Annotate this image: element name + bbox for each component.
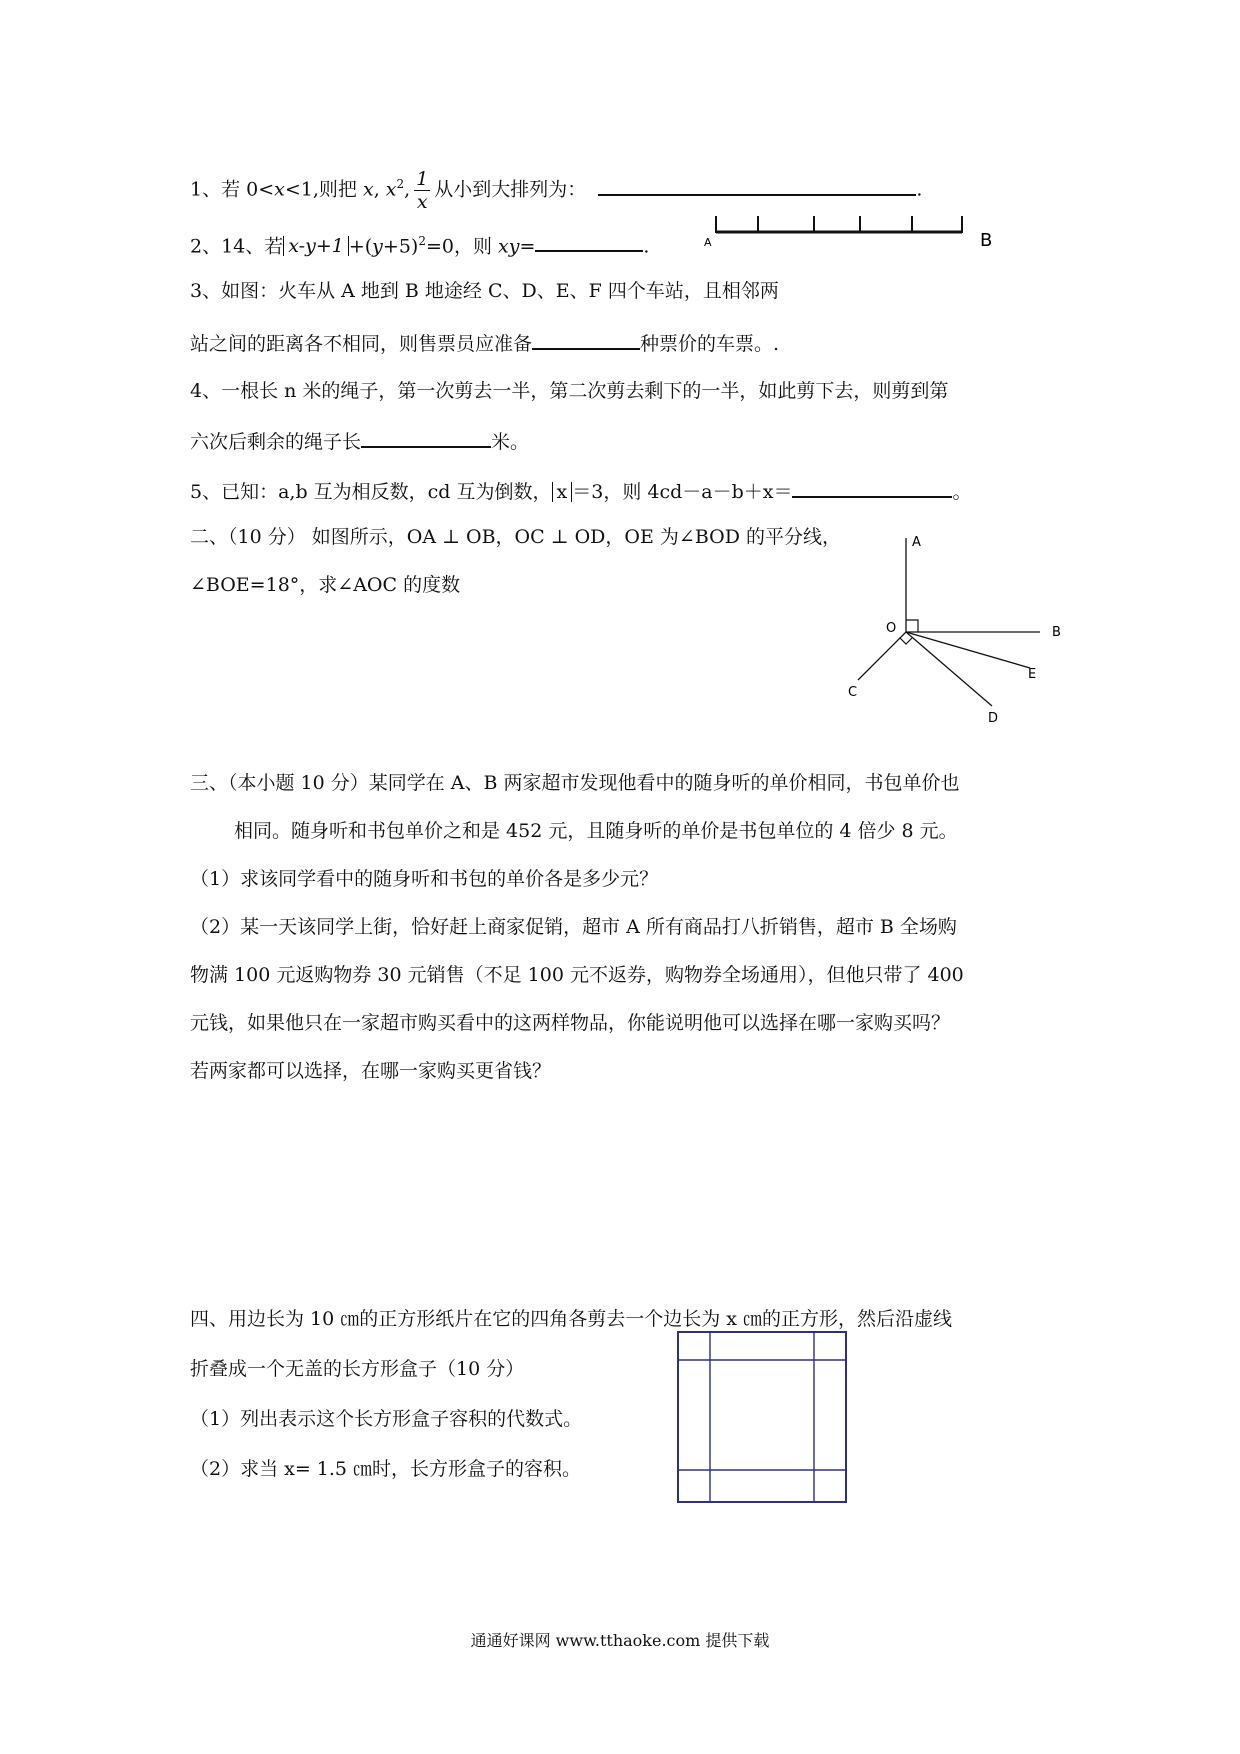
point-label-a: A — [704, 236, 712, 249]
answer-blank[interactable] — [535, 230, 643, 252]
text: . — [916, 178, 923, 201]
text: =0，则 — [425, 235, 499, 258]
var-xy: xy — [498, 235, 520, 258]
fraction-denominator: x — [416, 191, 428, 213]
text: 从小到大排列为： — [434, 178, 587, 201]
text: = — [519, 235, 536, 258]
question-4-line-1: 4、一根长 n 米的绳子，第一次剪去一半，第二次剪去剩下的一半，如此剪下去，则剪到第 — [190, 380, 949, 402]
section-3-line-1: 三、（本小题 10 分）某同学在 A、B 两家超市发现他看中的随身听的单价相同，书包单价也 — [190, 772, 960, 794]
footer-credit: 通通好课网 www.tthaoke.com 提供下载 — [470, 1631, 770, 1650]
var-x: x — [385, 178, 397, 201]
section-2-line-2: ∠BOE=18°，求∠AOC 的度数 — [190, 574, 461, 596]
section-3-question-1: （1）求该同学看中的随身听和书包的单价各是多少元？ — [190, 868, 659, 890]
point-label-b: B — [980, 230, 993, 251]
var-y: y — [372, 235, 383, 258]
section-3-question-2-line-2: 物满 100 元返购物券 30 元销售（不足 100 元不返券，购物券全场通用），但他只带了 400 — [190, 964, 964, 986]
section-4-question-1: （1）列出表示这个长方形盒子容积的代数式。 — [190, 1408, 583, 1430]
ray-od — [906, 632, 992, 706]
var-x: x — [274, 178, 285, 201]
absolute-value: x — [552, 482, 573, 502]
question-3-line-2 — [190, 328, 779, 357]
point-label-c: C — [848, 685, 858, 700]
ray-oe — [906, 632, 1030, 668]
text: , — [404, 178, 411, 201]
point-label-e: E — [1028, 667, 1037, 682]
question-2 — [190, 228, 649, 259]
right-angle-mark — [900, 638, 912, 644]
text: <1,则把 — [284, 178, 363, 201]
question-3-line-1: 3、如图：火车从 A 地到 B 地途经 C、D、E、F 四个车站，且相邻两 — [190, 280, 779, 302]
answer-blank[interactable] — [361, 426, 491, 448]
answer-blank[interactable] — [598, 174, 916, 196]
question-number: 1、 — [190, 178, 222, 201]
ray-oc — [858, 632, 906, 680]
exponent: 2 — [396, 177, 405, 192]
question-1 — [190, 168, 922, 213]
point-label-o: O — [886, 621, 897, 636]
paper-square — [678, 1332, 846, 1502]
point-label-b: B — [1052, 625, 1061, 640]
text: 种票价的车票。. — [640, 333, 780, 355]
section-2-line-1: 二、（10 分） 如图所示，OA ⊥ OB，OC ⊥ OD，OE 为∠BOD 的平分线， — [190, 526, 841, 548]
angle-figure — [830, 530, 1080, 730]
fraction — [414, 168, 430, 213]
text: 5、已知：a,b 互为相反数，cd 互为倒数， — [190, 481, 552, 503]
section-4-question-2: （2）求当 x= 1.5 ㎝时，长方形盒子的容积。 — [190, 1458, 582, 1480]
text: +5) — [382, 235, 419, 258]
text: , — [373, 178, 386, 201]
railway-figure — [700, 212, 1000, 252]
section-4-line-2: 折叠成一个无盖的长方形盒子（10 分） — [190, 1358, 525, 1380]
section-3-question-2-line-1: （2）某一天该同学上街，恰好赶上商家促销，超市 A 所有商品打八折销售，超市 B 全场购 — [190, 916, 957, 938]
point-label-a: A — [912, 535, 921, 550]
section-4-line-1: 四、用边长为 10 ㎝的正方形纸片在它的四角各剪去一个边长为 x ㎝的正方形，然后沿虚线 — [190, 1308, 953, 1330]
text: 14、若 — [221, 235, 284, 258]
text: 六次后剩余的绳子长 — [190, 431, 362, 453]
var-x: x — [362, 178, 374, 201]
answer-blank[interactable] — [532, 328, 640, 350]
text: 站之间的距离各不相同，则售票员应准备 — [190, 333, 533, 355]
text: +( — [348, 235, 373, 258]
text: 米。 — [491, 431, 530, 453]
point-label-d: D — [988, 711, 999, 726]
section-3-question-2-line-3: 元钱，如果他只在一家超市购买看中的这两样物品，你能说明他可以选择在哪一家购买吗？ — [190, 1012, 951, 1034]
right-angle-mark — [906, 620, 918, 632]
question-5 — [190, 476, 971, 505]
question-number: 2、 — [190, 235, 222, 258]
text: 若 0< — [221, 178, 275, 201]
section-3-line-2: 相同。随身听和书包单价之和是 452 元，且随身听的单价是书包单位的 4 倍少 8 元。 — [234, 820, 958, 842]
text: . — [643, 235, 650, 258]
exponent: 2 — [418, 234, 426, 248]
answer-blank[interactable] — [792, 476, 952, 498]
question-4-line-2 — [190, 426, 529, 455]
section-3-question-2-line-4: 若两家都可以选择，在哪一家购买更省钱？ — [190, 1060, 552, 1082]
box-net-figure — [676, 1330, 850, 1506]
text: ＝3，则 4cd－a－b＋x＝ — [572, 481, 793, 503]
text: 。 — [952, 481, 972, 503]
fraction-numerator: 1 — [416, 168, 429, 190]
absolute-value: x-y+1 — [283, 236, 349, 256]
